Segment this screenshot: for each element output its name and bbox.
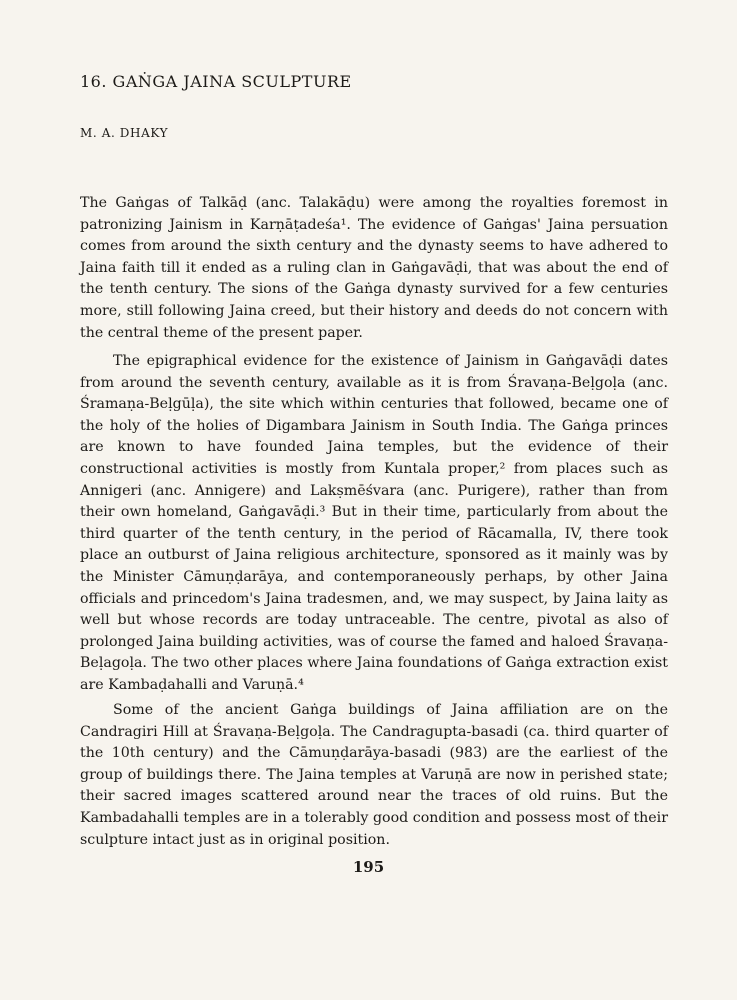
page-number: 195 bbox=[352, 858, 385, 876]
author-name: M. A. DHAKY bbox=[80, 126, 169, 140]
chapter-title: 16. GAṄGA JAINA SCULPTURE bbox=[80, 72, 352, 91]
paragraph-3: Some of the ancient Gaṅga buildings of Jaina affiliation are on the Candragiri Hill at Śravaṇa-Beḷgoḷa. The Candragupta-basadi (ca. third quarter of the 10th century) and the Cāmuṇḍarāya-basadi (983) are the earliest of the group of buildings there. The Jaina temples at Varuṇā are now in perished state; their sacred images scattered around near the traces of old ruins. But the Kambadahalli temples are in a tolerably good condition and possess most of their sculpture intact just as in original position. bbox=[80, 702, 668, 848]
paragraph-2: The epigraphical evidence for the existence of Jainism in Gaṅgavāḍi dates from around the seventh century, available as it is from Śravaṇa-Beḷgoḷa (anc. Śramaṇa-Beḷgūḷa), the site which within centuries that followed, became one of the holy of the holies of Digambara Jainism in South India. The Gaṅga princes are known to have founded Jaina temples, but the evidence of their constructional activities is mostly from Kuntala proper,² from places such as Annigeri (anc. Annigere) and Lakṣmēśvara (anc. Purigere), rather than from their own homeland, Gaṅgavāḍi.³ But in their time, particularly from about the third quarter of the tenth century, in the period of Rācamalla, IV, there took place an outburst of Jaina religious architecture, sponsored as it mainly was by the Minister Cāmuṇḍarāya, and contemporaneously perhaps, by other Jaina officials and princedom's Jaina tradesmen, and, we may suspect, by Jaina laity as well but whose records are today untraceable. The centre, pivotal as also of prolonged Jaina building activities, was of course the famed and haloed Śravaṇa-Beḷagoḷa. The two other places where Jaina foundations of Gaṅga extraction exist are Kambaḍahalli and Varuṇā.⁴ bbox=[80, 353, 668, 693]
paragraph-1: The Gaṅgas of Talkāḍ (anc. Talakāḍu) were among the royalties foremost in patronizing Jainism in Karṇāṭadeśa¹. The evidence of Gaṅgas' Jaina persuation comes from around the sixth century and the dynasty seems to have adhered to Jaina faith till it ended as a ruling clan in Gaṅgavāḍi, that was about the end of the tenth century. The sions of the Gaṅga dynasty survived for a few centuries more, still following Jaina creed, but their history and deeds do not concern with the central theme of the present paper. bbox=[80, 195, 668, 341]
